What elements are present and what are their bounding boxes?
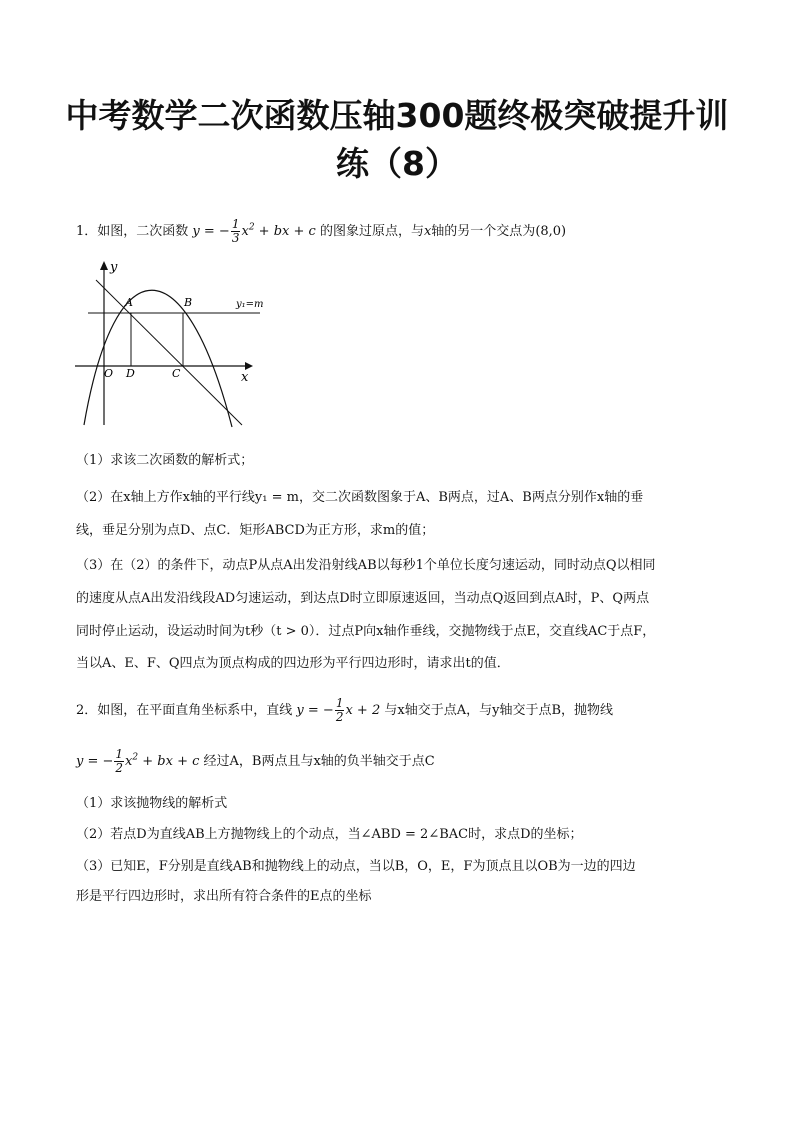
- q2-part2: （2）若点D为直线AB上方抛物线上的个动点，当∠ABD = 2∠BAC时，求点D的坐标；: [76, 827, 583, 842]
- q2-part1: （1）求该抛物线的解析式: [76, 796, 228, 811]
- q1-stem-a: 1．如图，二次函数: [76, 224, 189, 239]
- q2-stem: [76, 697, 613, 724]
- q1-part3-line1: （3）在（2）的条件下，动点P从点A出发沿射线AB以每秒1个单位长度匀速运动，同时动点Q以相同: [76, 558, 656, 573]
- label-o: O: [104, 367, 114, 380]
- q2-stem-a: 2．如图，在平面直角坐标系中，直线: [76, 703, 293, 718]
- q1-part2-line2: 线，垂足分别为点D、点C．矩形ABCD为正方形，求m的值；: [76, 523, 435, 538]
- q2-line-formula: y = − $\frac{1}{2}$ x + 2: [296, 696, 381, 724]
- q1-stem: 1．如图，二次函数 y = − $\frac{1}{3}$ $x^2$ + bx + c 的图象过原点，与x轴的另一个交点为(8,0): [76, 217, 567, 245]
- q2-stem-b: 与x轴交于点A，与y轴交于点B，抛物线: [384, 703, 613, 718]
- label-c: C: [172, 367, 181, 380]
- q2-part3-line1: （3）已知E，F分别是直线AB和抛物线上的动点，当以B，O，E，F为顶点且以OB为一边的四边: [76, 859, 636, 874]
- q2-stem-continued: [76, 748, 435, 775]
- parabola: [84, 290, 232, 427]
- q2-stem-c: 经过A，B两点且与x轴的负半轴交于点C: [203, 754, 435, 769]
- q1-part3-line3: 同时停止运动，设运动时间为t秒（t > 0）．过点P向x轴作垂线，交抛物线于点E，交直线AC于点F，: [76, 624, 656, 639]
- label-x: x: [241, 370, 249, 385]
- y-axis-arrow-icon: [100, 261, 108, 270]
- x-axis-arrow-icon: [245, 362, 253, 370]
- q1-part1: （1）求该二次函数的解析式；: [76, 453, 254, 468]
- label-y: y: [110, 260, 118, 275]
- label-b: B: [184, 296, 193, 309]
- line-ac: [96, 280, 242, 425]
- q2-part3-line2: 形是平行四边形时，求出所有符合条件的E点的坐标: [76, 889, 372, 904]
- label-a: A: [125, 296, 133, 309]
- q1-point: (8,0): [535, 224, 567, 239]
- q1-figure: [70, 255, 270, 430]
- document-title-continued: 练（8）: [336, 144, 458, 183]
- q1-stem-c: 轴的另一个交点为: [431, 224, 536, 239]
- label-line-m: y₁=m: [236, 299, 264, 310]
- label-d: D: [126, 367, 135, 380]
- q1-part3-line2: 的速度从点A出发沿线段AD匀速运动，到达点D时立即原速返回，当动点Q返回到点A时，P、Q两点: [76, 591, 650, 606]
- q1-stem-b: 的图象过原点，与: [319, 224, 424, 239]
- q1-part2-line1: （2）在x轴上方作x轴的平行线y₁ = m，交二次函数图象于A、B两点，过A、B两点分别作x轴的垂: [76, 490, 644, 505]
- document-title: 中考数学二次函数压轴300题终极突破提升训: [65, 96, 729, 135]
- q2-parabola-formula: y = − $\frac{1}{2}$ $x^2$ + bx + c: [76, 747, 200, 775]
- q1-part3-line4: 当以A、E、F、Q四点为顶点构成的四边形为平行四边形时，请求出t的值．: [76, 656, 510, 671]
- q1-formula: y = − $\frac{1}{3}$ $x^2$ + bx + c: [192, 217, 316, 245]
